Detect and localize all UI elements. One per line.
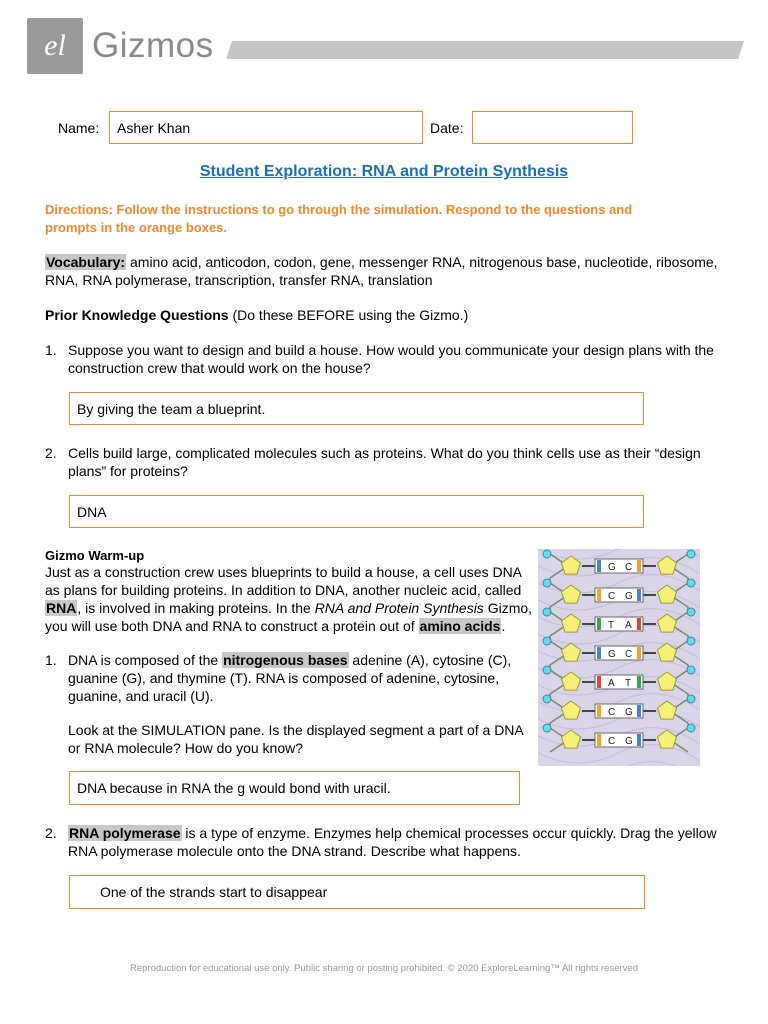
sugar	[658, 614, 677, 632]
vocabulary-label: Vocabulary:	[46, 254, 126, 270]
base-left-marker	[597, 589, 601, 601]
base-left-label: C	[608, 707, 616, 718]
sugar	[562, 614, 581, 632]
warmup-question-2: 2. RNA polymerase is a type of enzyme. Enzymes help chemical processes occur quickly. Drag the yellow RNA polymerase molecule onto the DNA strand. Describe what happens.	[45, 825, 717, 859]
date-field[interactable]	[472, 111, 633, 144]
base-pair-box	[595, 675, 643, 689]
base-right-marker	[637, 560, 641, 572]
date-label: Date:	[430, 120, 464, 136]
phosphate	[687, 579, 695, 587]
base-right-marker	[637, 705, 641, 717]
base-right-label: A	[625, 620, 632, 631]
warmup-answer-1[interactable]: DNA because in RNA the g would bond with uracil.	[69, 771, 520, 805]
base-right-marker	[637, 618, 641, 630]
phosphate	[687, 666, 695, 674]
base-left-marker	[597, 676, 601, 688]
base-right-marker	[637, 647, 641, 659]
prior-question-2: 2. Cells build large, complicated molecules such as proteins. What do you think cells use as their “design plans” for proteins?	[45, 445, 701, 479]
directions: Directions: Follow the instructions to go through the simulation. Respond to the questions and prompts in the orange boxes.	[45, 202, 633, 235]
gizmos-brand: Gizmos	[92, 26, 214, 65]
prior-knowledge-heading: Prior Knowledge Questions (Do these BEFORE using the Gizmo.)	[45, 307, 469, 323]
simulation-image	[538, 549, 700, 766]
base-left-label: C	[608, 591, 616, 602]
base-right-marker	[637, 676, 641, 688]
base-right-marker	[637, 589, 641, 601]
base-left-label: G	[608, 649, 616, 660]
phosphate	[687, 550, 695, 558]
phosphate	[543, 579, 551, 587]
warmup-paragraph: Just as a construction crew uses blueprints to build a house, a cell uses DNA as plans for building proteins. In addition to DNA, another nucleic acid, called RNA, is involved in making proteins. In the RNA and Protein Synthesis Gizmo, you will use both DNA and RNA to construct a protein out of amino acids.	[45, 564, 533, 634]
base-right-label: C	[625, 649, 633, 660]
phosphate	[543, 637, 551, 645]
name-field[interactable]: Asher Khan	[109, 111, 423, 144]
base-pair-box	[595, 704, 643, 718]
sugar	[562, 643, 581, 661]
name-label: Name:	[58, 120, 100, 136]
sugar	[658, 730, 677, 748]
phosphate	[543, 724, 551, 732]
prior-answer-1[interactable]: By giving the team a blueprint.	[69, 392, 644, 425]
base-pair-box	[595, 617, 643, 631]
base-right-label: G	[625, 707, 633, 718]
header-band	[226, 41, 744, 59]
phosphate	[543, 608, 551, 616]
base-right-label: T	[625, 678, 632, 689]
sugar	[562, 672, 581, 690]
base-left-marker	[597, 734, 601, 746]
sugar	[562, 730, 581, 748]
base-right-label: G	[625, 591, 633, 602]
sugar	[658, 556, 677, 574]
base-left-marker	[597, 705, 601, 717]
page-title: Student Exploration: RNA and Protein Synthesis	[199, 163, 569, 180]
base-left-label: C	[608, 736, 616, 747]
base-left-marker	[597, 560, 601, 572]
prior-answer-2[interactable]: DNA	[69, 495, 644, 528]
base-right-label: G	[625, 736, 633, 747]
base-left-label: T	[608, 620, 615, 631]
sugar	[658, 585, 677, 603]
base-left-marker	[597, 618, 601, 630]
base-left-label: A	[608, 678, 615, 689]
warmup-question-1: 1. DNA is composed of the nitrogenous bases adenine (A), cytosine (C), guanine (G), and thymine (T). RNA is composed of adenine, cytosine, guanine, and uracil (U). Look at the SIMULATION pane. Is the displayed segment a part of a DNA or RNA molecule? How do you know?	[45, 652, 524, 756]
base-pair-box	[595, 733, 643, 747]
sugar	[562, 701, 581, 719]
footer: Reproduction for educational use only. Public sharing or posting prohibited. © 2020 ExploreLearning™ All rights reserved	[130, 963, 638, 974]
base-pair-box	[595, 646, 643, 660]
base-left-label: G	[608, 562, 616, 573]
background-squiggle	[538, 762, 700, 766]
warmup-answer-2[interactable]: One of the strands start to disappear	[69, 875, 645, 909]
phosphate	[687, 695, 695, 703]
vocabulary-text: amino acid, anticodon, codon, gene, messenger RNA, nitrogenous base, nucleotide, ribosome, RNA, RNA polymerase, transcription, transfer RNA, translation	[45, 254, 718, 288]
dna-segment-graphic	[538, 549, 700, 766]
base-pair-box	[595, 559, 643, 573]
phosphate	[543, 695, 551, 703]
phosphate	[687, 724, 695, 732]
phosphate	[687, 608, 695, 616]
explorelearning-logo: el	[27, 18, 83, 74]
phosphate	[687, 637, 695, 645]
prior-question-1: 1. Suppose you want to design and build a house. How would you communicate your design plans with the construction crew that would work on the house?	[45, 342, 714, 376]
sugar	[562, 585, 581, 603]
warmup-heading: Gizmo Warm-up	[45, 548, 145, 563]
sugar	[658, 701, 677, 719]
base-pair-box	[595, 588, 643, 602]
vocabulary	[45, 253, 725, 289]
background-squiggle	[538, 549, 700, 559]
base-left-marker	[597, 647, 601, 659]
base-right-label: C	[625, 562, 633, 573]
phosphate	[543, 550, 551, 558]
sugar	[658, 672, 677, 690]
base-right-marker	[637, 734, 641, 746]
phosphate	[543, 666, 551, 674]
